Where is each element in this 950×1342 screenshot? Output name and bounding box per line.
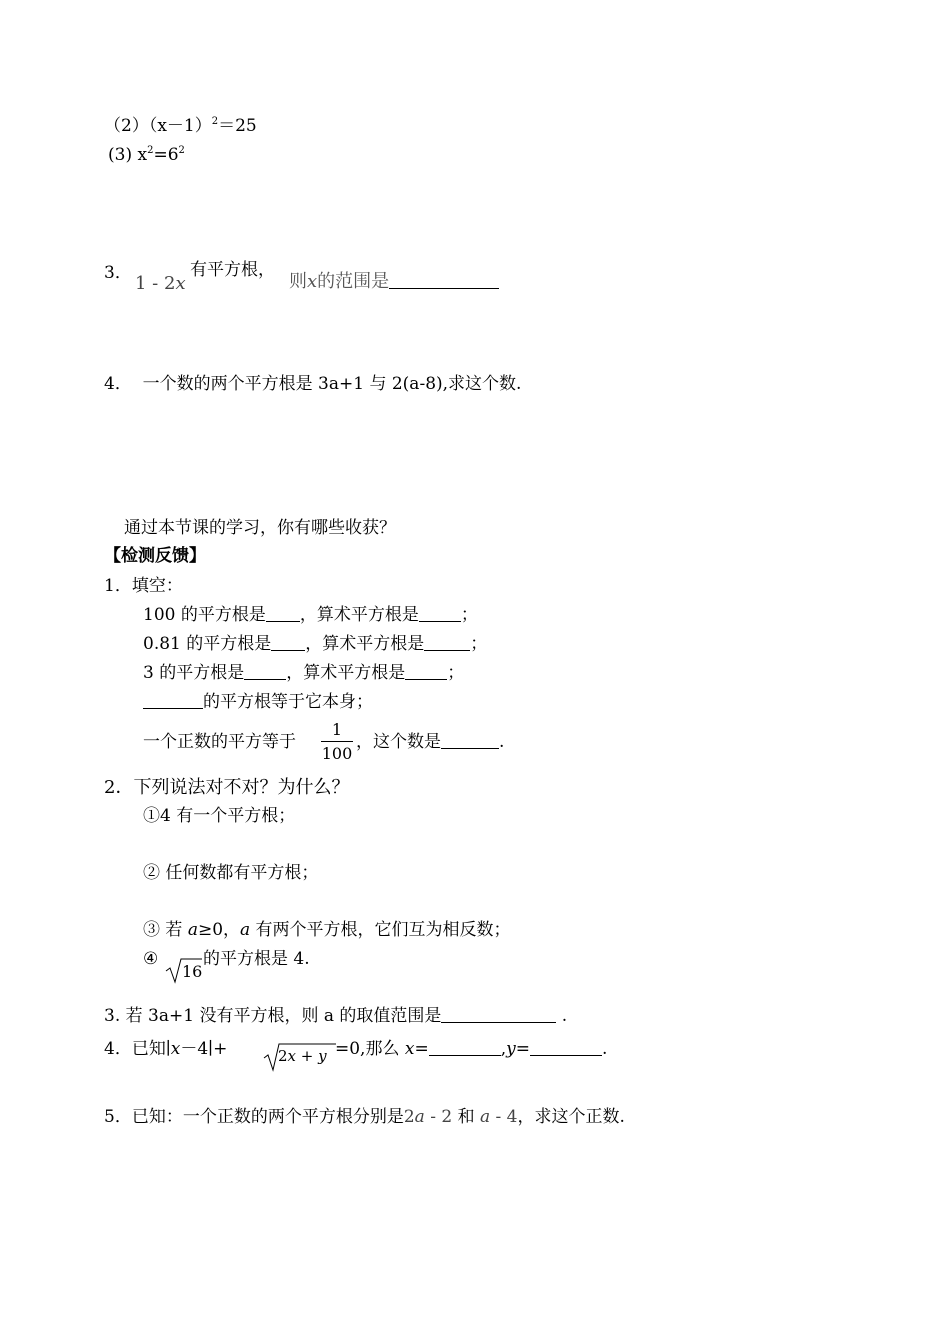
eq2-exponent: 2 [211,116,219,127]
f5-b: 和 [452,1107,480,1127]
f5-m1: 2 [403,1107,415,1127]
f1-frac-numerator: 1 [331,720,343,739]
f4-xvar: x [170,1039,181,1059]
f1-line1 [143,604,478,626]
f2-title: 2．下列说法对不对？为什么？ [104,777,350,798]
f4-e: , [500,1039,507,1059]
q4-text: 一个数的两个平方根是 3a+1 与 2(a-8),求这个数. [142,374,522,394]
q3-expr-var: x [175,273,186,294]
f1-line4-blank[interactable] [143,692,203,709]
equation-2 [104,115,257,137]
f1-line4-b: 的平方根等于它本身； [203,692,373,712]
f5-a: 5．已知：一个正数的两个平方根分别是 [104,1107,404,1127]
eq2-rhs: ＝25 [218,116,257,136]
f1-line3-blank2[interactable] [405,663,447,680]
f4-right [335,1038,607,1060]
f1-line2-b: ，算术平方根是 [305,634,425,654]
f4-left [104,1038,227,1060]
f4-rad-y: y [318,1047,327,1065]
reflection-prompt: 通过本节课的学习，你有哪些收获？ [124,518,396,538]
f3-text: 3. 若 3a+1 没有平方根，则 a 的取值范围是 [104,1006,442,1026]
f1-title: 1．填空： [104,576,183,596]
f4-rad-plus: + [296,1047,319,1065]
f1-line5 [143,731,296,753]
f3 [104,1005,567,1027]
f4-a: 4．已知∣ [104,1039,171,1059]
f1-line2-c: ； [470,634,488,654]
f2-s3-a: ③ 若 [143,920,188,940]
f5-m2b: - 4 [490,1107,518,1127]
f1-line2-a: 0.81 的平方根是 [143,634,272,654]
f5-c: ，求这个正数. [517,1107,625,1127]
q3-answer-blank[interactable] [389,272,499,289]
f2-s3-var1: a [187,920,198,940]
f4-g: . [601,1039,608,1059]
equation-3 [108,144,185,166]
f2-s3-c: 有两个平方根，它们互为相反数； [250,920,511,940]
f4-f: = [515,1039,530,1059]
f5-expr2 [480,1107,518,1127]
f1-line5-blank[interactable] [441,732,499,749]
f1-line3-a: 3 的平方根是 [143,663,245,683]
f5-m2v: a [479,1107,491,1127]
f4-d: = [414,1039,429,1059]
f2-statement-1: ①4 有一个平方根； [143,806,296,826]
f5-m1b: - 2 [424,1107,453,1127]
eq3-text: (3) x [108,145,148,165]
f5 [104,1106,625,1128]
f1-line1-blank2[interactable] [419,605,461,622]
f1-line5-b: ，这个数是 [356,732,441,752]
f1-line2 [143,633,487,655]
f4-x2: x [404,1039,415,1059]
f1-line3-blank1[interactable] [244,663,286,680]
section-title: 【检测反馈】 [104,546,206,566]
q3-expr-left: 1 - 2 [135,273,176,294]
f2-s4-a: ④ [143,949,159,969]
f1-line1-a: 100 的平方根是 [143,605,266,625]
q3-text1: 有平方根， [190,260,275,280]
f1-line2-blank1[interactable] [271,634,305,651]
f4-radicand [278,1047,327,1065]
f4-rad-a: 2 [278,1047,288,1065]
q3-expression [135,273,186,295]
f4-rad-x: x [287,1047,297,1065]
q3-number: 3． [104,263,132,283]
f1-line1-c: ； [460,605,478,625]
f1-line5-a: 一个正数的平方等于 [143,732,296,752]
f1-line5-rest [356,731,504,753]
f4-x-blank[interactable] [429,1039,501,1056]
f2-s3-var2: a [240,920,251,940]
f1-line1-blank1[interactable] [266,605,300,622]
f1-fraction [321,720,353,763]
f3-end: . [556,1006,568,1026]
f1-line4 [143,691,373,713]
f4-b: －4∣+ [180,1039,228,1059]
eq3-exp2: 2 [178,145,185,156]
f1-line3 [143,662,464,684]
f1-frac-denominator: 100 [321,744,353,763]
f1-line3-c: ； [447,663,465,683]
f2-statement-2: ② 任何数都有平方根； [143,863,319,883]
f1-frac-bar [321,741,353,742]
f1-line2-blank2[interactable] [424,634,470,651]
f2-s3-b: ≥0， [197,920,241,940]
f2-s4-radicand: 16 [182,962,203,981]
q3-text2 [289,271,499,293]
q3-text2a: 则 [289,271,307,292]
f5-expr1 [404,1107,452,1127]
f4-c: =0,那么 [335,1039,405,1059]
f2-s4-b: 的平方根是 4. [203,949,310,969]
q4-number: 4． [104,374,132,394]
f3-blank[interactable] [441,1006,556,1023]
eq3-mid: =6 [153,145,179,165]
q4 [104,373,521,395]
q3-text2b: 的范围是 [317,271,390,292]
f4-y-blank[interactable] [530,1039,602,1056]
f1-line5-c: . [499,732,505,752]
eq3-exp1: 2 [147,145,154,156]
eq2-text: （2）（x－1） [104,116,212,136]
f1-line1-b: ，算术平方根是 [299,605,419,625]
f5-m1v: a [414,1107,425,1127]
q3-text2-var: x [307,271,318,292]
f2-statement-3 [143,919,511,941]
f4-y2: y [506,1039,516,1059]
f1-line3-b: ，算术平方根是 [286,663,406,683]
